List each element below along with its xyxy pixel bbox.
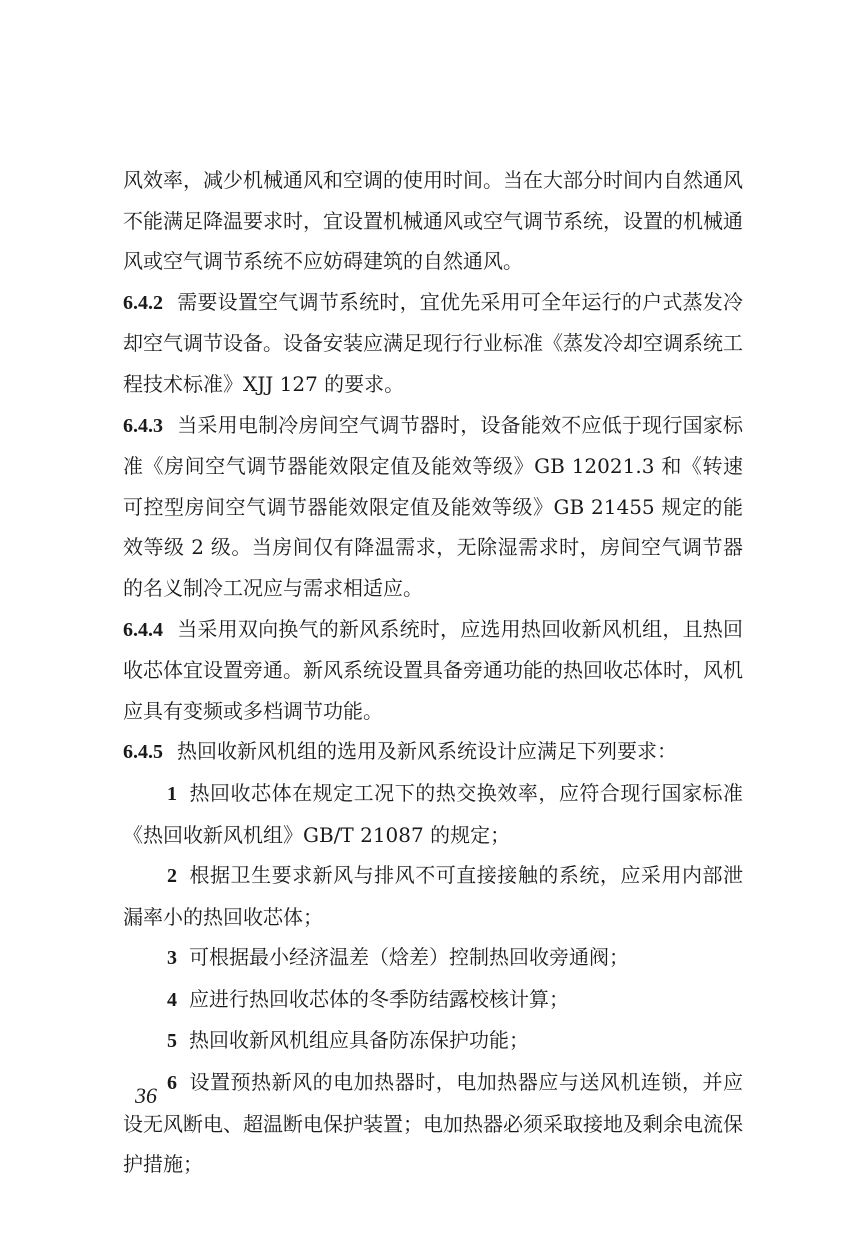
item-number: 5 [167, 1030, 177, 1053]
list-item [123, 1020, 743, 1062]
list-item [123, 773, 743, 855]
list-item [123, 979, 743, 1021]
item-text: 设置预热新风的电加热器时，电加热器应与送风机连锁，并应设无风断电、超温断电保护装置；电加热器必须采取接地及剩余电流保护措施； [123, 1070, 743, 1177]
list-item [123, 1062, 743, 1185]
clause-number: 6.4.2 [123, 291, 163, 314]
clause-text: 热回收新风机组的选用及新风系统设计应满足下列要求： [177, 739, 677, 764]
clause-text: 当采用电制冷房间空气调节器时，设备能效不应低于现行国家标准《房间空气调节器能效限定值及能效等级》GB 12021.3 和《转速可控型房间空气调节器能效限定值及能效等级》GB 21455 规定的能效等级 2 级。当房间仅有降温需求，无除湿需求时，房间空气调节器的名义制冷工况应与需求相适应。 [123, 412, 743, 600]
clause-number: 6.4.4 [123, 618, 163, 641]
item-number: 1 [167, 782, 177, 805]
paragraph-text: 风效率，减少机械通风和空调的使用时间。当在大部分时间内自然通风不能满足降温要求时，宜设置机械通风或空气调节系统，设置的机械通风或空气调节系统不应妨碍建筑的自然通风。 [123, 168, 743, 274]
clause-number: 6.4.5 [123, 741, 163, 764]
clause-number: 6.4.3 [123, 414, 163, 437]
clause-text: 当采用双向换气的新风系统时，应选用热回收新风机组，且热回收芯体宜设置旁通。新风系统设置具备旁通功能的热回收芯体时，风机应具有变频或多档调节功能。 [123, 616, 743, 723]
item-text: 应进行热回收芯体的冬季防结露校核计算； [189, 986, 569, 1011]
item-text: 热回收新风机组应具备防冻保护功能； [189, 1028, 529, 1053]
item-text: 可根据最小经济温差（焓差）控制热回收旁通阀； [189, 945, 629, 970]
page-number: 36 [135, 1083, 157, 1108]
clause-6-4-4 [123, 609, 743, 732]
clause-6-4-2 [123, 282, 743, 405]
clause-6-4-5 [123, 731, 743, 773]
item-number: 2 [167, 865, 177, 888]
item-text: 根据卫生要求新风与排风不可直接接触的系统，应采用内部泄漏率小的热回收芯体； [123, 863, 743, 929]
list-item [123, 937, 743, 979]
item-number: 6 [167, 1072, 177, 1095]
item-number: 4 [167, 988, 177, 1011]
clause-6-4-3 [123, 405, 743, 609]
list-item [123, 855, 743, 937]
document-body [123, 160, 743, 1185]
item-number: 3 [167, 947, 177, 970]
item-text: 热回收芯体在规定工况下的热交换效率，应符合现行国家标准《热回收新风机组》GB/T 21087 的规定； [123, 780, 743, 847]
paragraph-continued [123, 160, 743, 282]
clause-text: 需要设置空气调节系统时，宜优先采用可全年运行的户式蒸发冷却空气调节设备。设备安装应满足现行行业标准《蒸发冷却空调系统工程技术标准》XJJ 127 的要求。 [123, 289, 743, 396]
